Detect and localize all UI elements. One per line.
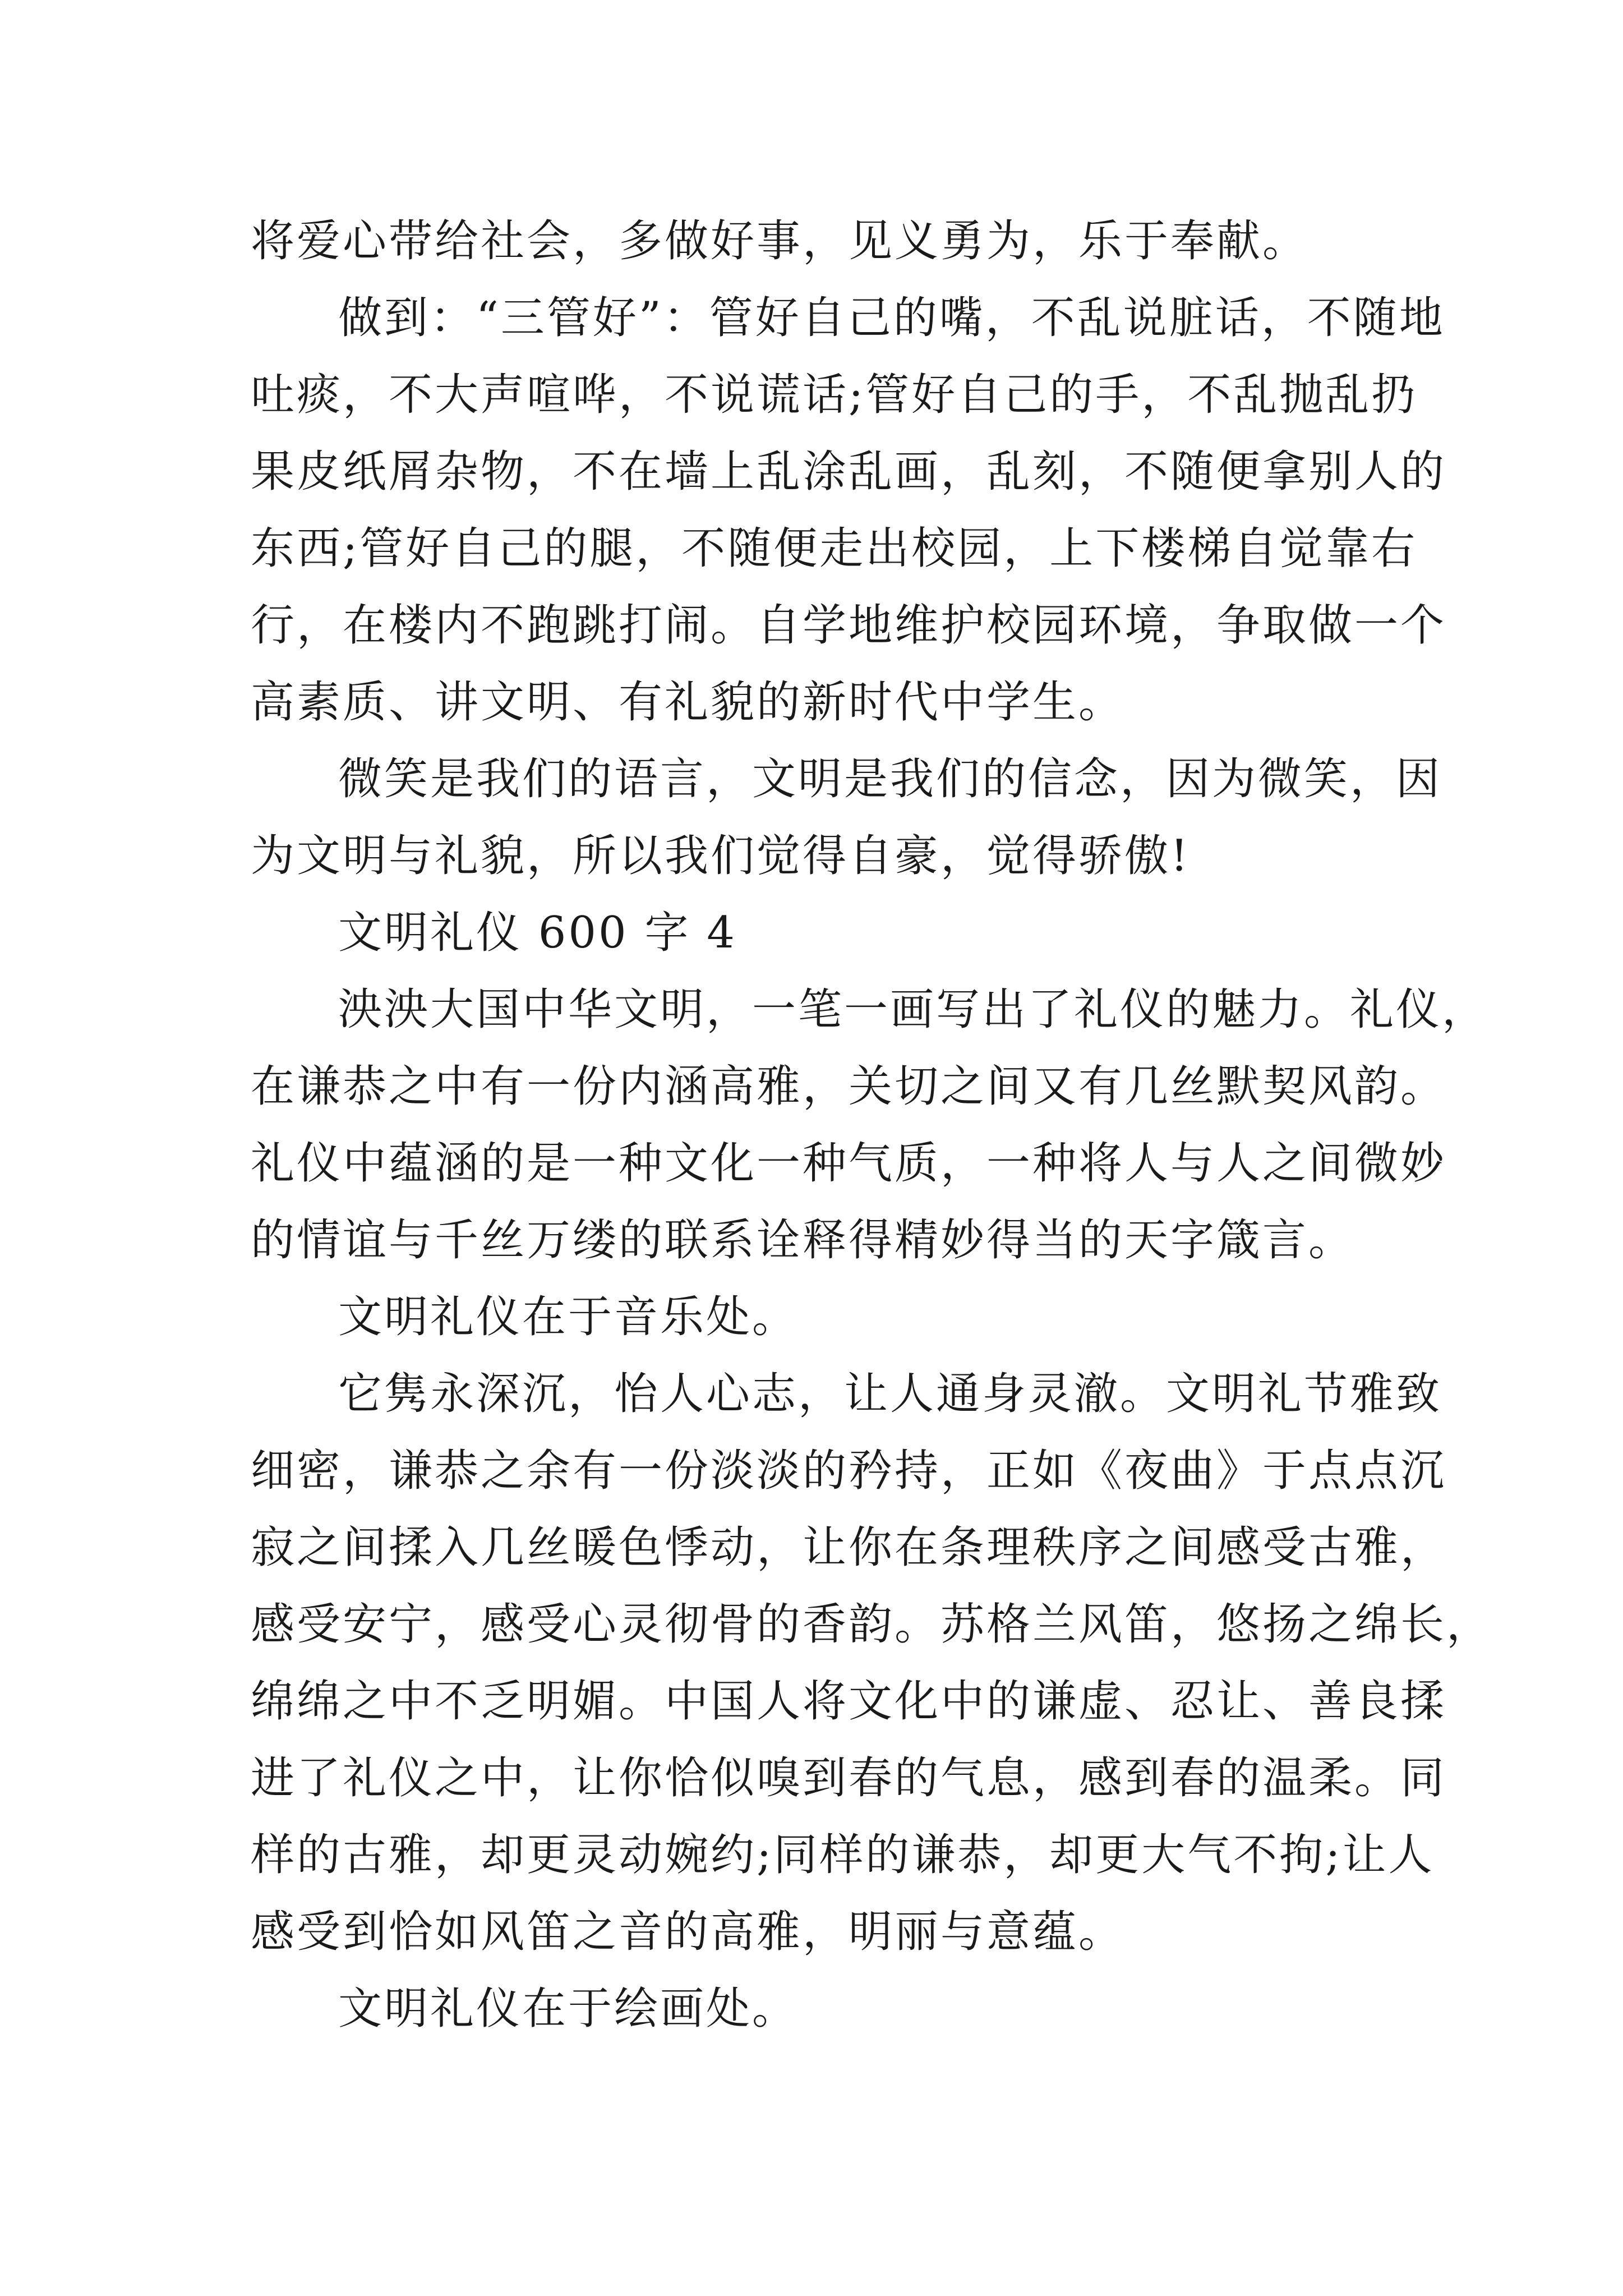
paragraph-4 [251,972,1488,1279]
text-line: 绵绵之中不乏明媚。中国人将文化中的谦虚、忍让、善良揉 [251,1676,1447,1727]
text-line: 行，在楼内不跑跳打闹。自学地维护校园环境，争取做一个 [251,600,1447,651]
text-line: 它隽永深沉，怡人心志，让人通身灵澈。文明礼节雅致 [338,1369,1442,1419]
paragraph-1 [251,203,1372,280]
text-line: 礼仪中蕴涵的是一种文化一种气质，一种将人与人之间微妙 [251,1138,1447,1189]
text-line: 的情谊与千丝万缕的联系诠释得精妙得当的天字箴言。 [251,1215,1355,1266]
text-line: 做到：“三管好”：管好自己的嘴，不乱说脏话，不随地 [338,293,1445,343]
paragraph-2 [251,280,1447,741]
text-line: 寂之间揉入几丝暖色悸动，让你在条理秩序之间感受古雅， [251,1522,1447,1573]
paragraph-5 [251,1279,1372,1356]
text-line: 为文明与礼貌，所以我们觉得自豪，觉得骄傲! [251,831,1191,881]
document-body [251,203,1493,2047]
text-line: 东西;管好自己的腿，不随便走出校园，上下楼梯自觉靠右 [251,523,1418,574]
paragraph-3 [251,741,1442,895]
text-line: 将爱心带给社会，多做好事，见义勇为，乐于奉献。 [251,216,1309,266]
text-line: 在谦恭之中有一份内涵高雅，关切之间又有几丝默契风韵。 [251,1061,1447,1112]
text-line: 感受到恰如风笛之音的高雅，明丽与意蕴。 [251,1907,1125,1957]
text-line: 文明礼仪在于绘画处。 [338,1984,799,2034]
text-line: 泱泱大国中华文明，一笔一画写出了礼仪的魅力。礼仪， [338,984,1488,1035]
text-line: 进了礼仪之中，让你恰似嗅到春的气息，感到春的温柔。同 [251,1753,1447,1803]
text-line: 果皮纸屑杂物，不在墙上乱涂乱画，乱刻，不随便拿别人的 [251,447,1447,497]
text-line: 文明礼仪在于音乐处。 [338,1292,799,1342]
section-heading [251,895,1372,972]
paragraph-7 [251,1971,1372,2047]
text-line: 细密，谦恭之余有一份淡淡的矜持，正如《夜曲》于点点沉 [251,1446,1447,1496]
text-line: 吐痰，不大声喧哗，不说谎话;管好自己的手，不乱抛乱扔 [251,370,1418,420]
text-line: 样的古雅，却更灵动婉约;同样的谦恭，却更大气不拘;让人 [251,1830,1435,1880]
text-line: 高素质、讲文明、有礼貌的新时代中学生。 [251,677,1125,728]
paragraph-6 [251,1356,1493,1971]
text-line: 感受安宁，感受心灵彻骨的香韵。苏格兰风笛，悠扬之绵长， [251,1599,1493,1650]
text-line: 微笑是我们的语言，文明是我们的信念，因为微笑，因 [338,754,1442,804]
heading-text: 文明礼仪 600 字 4 [338,908,737,958]
